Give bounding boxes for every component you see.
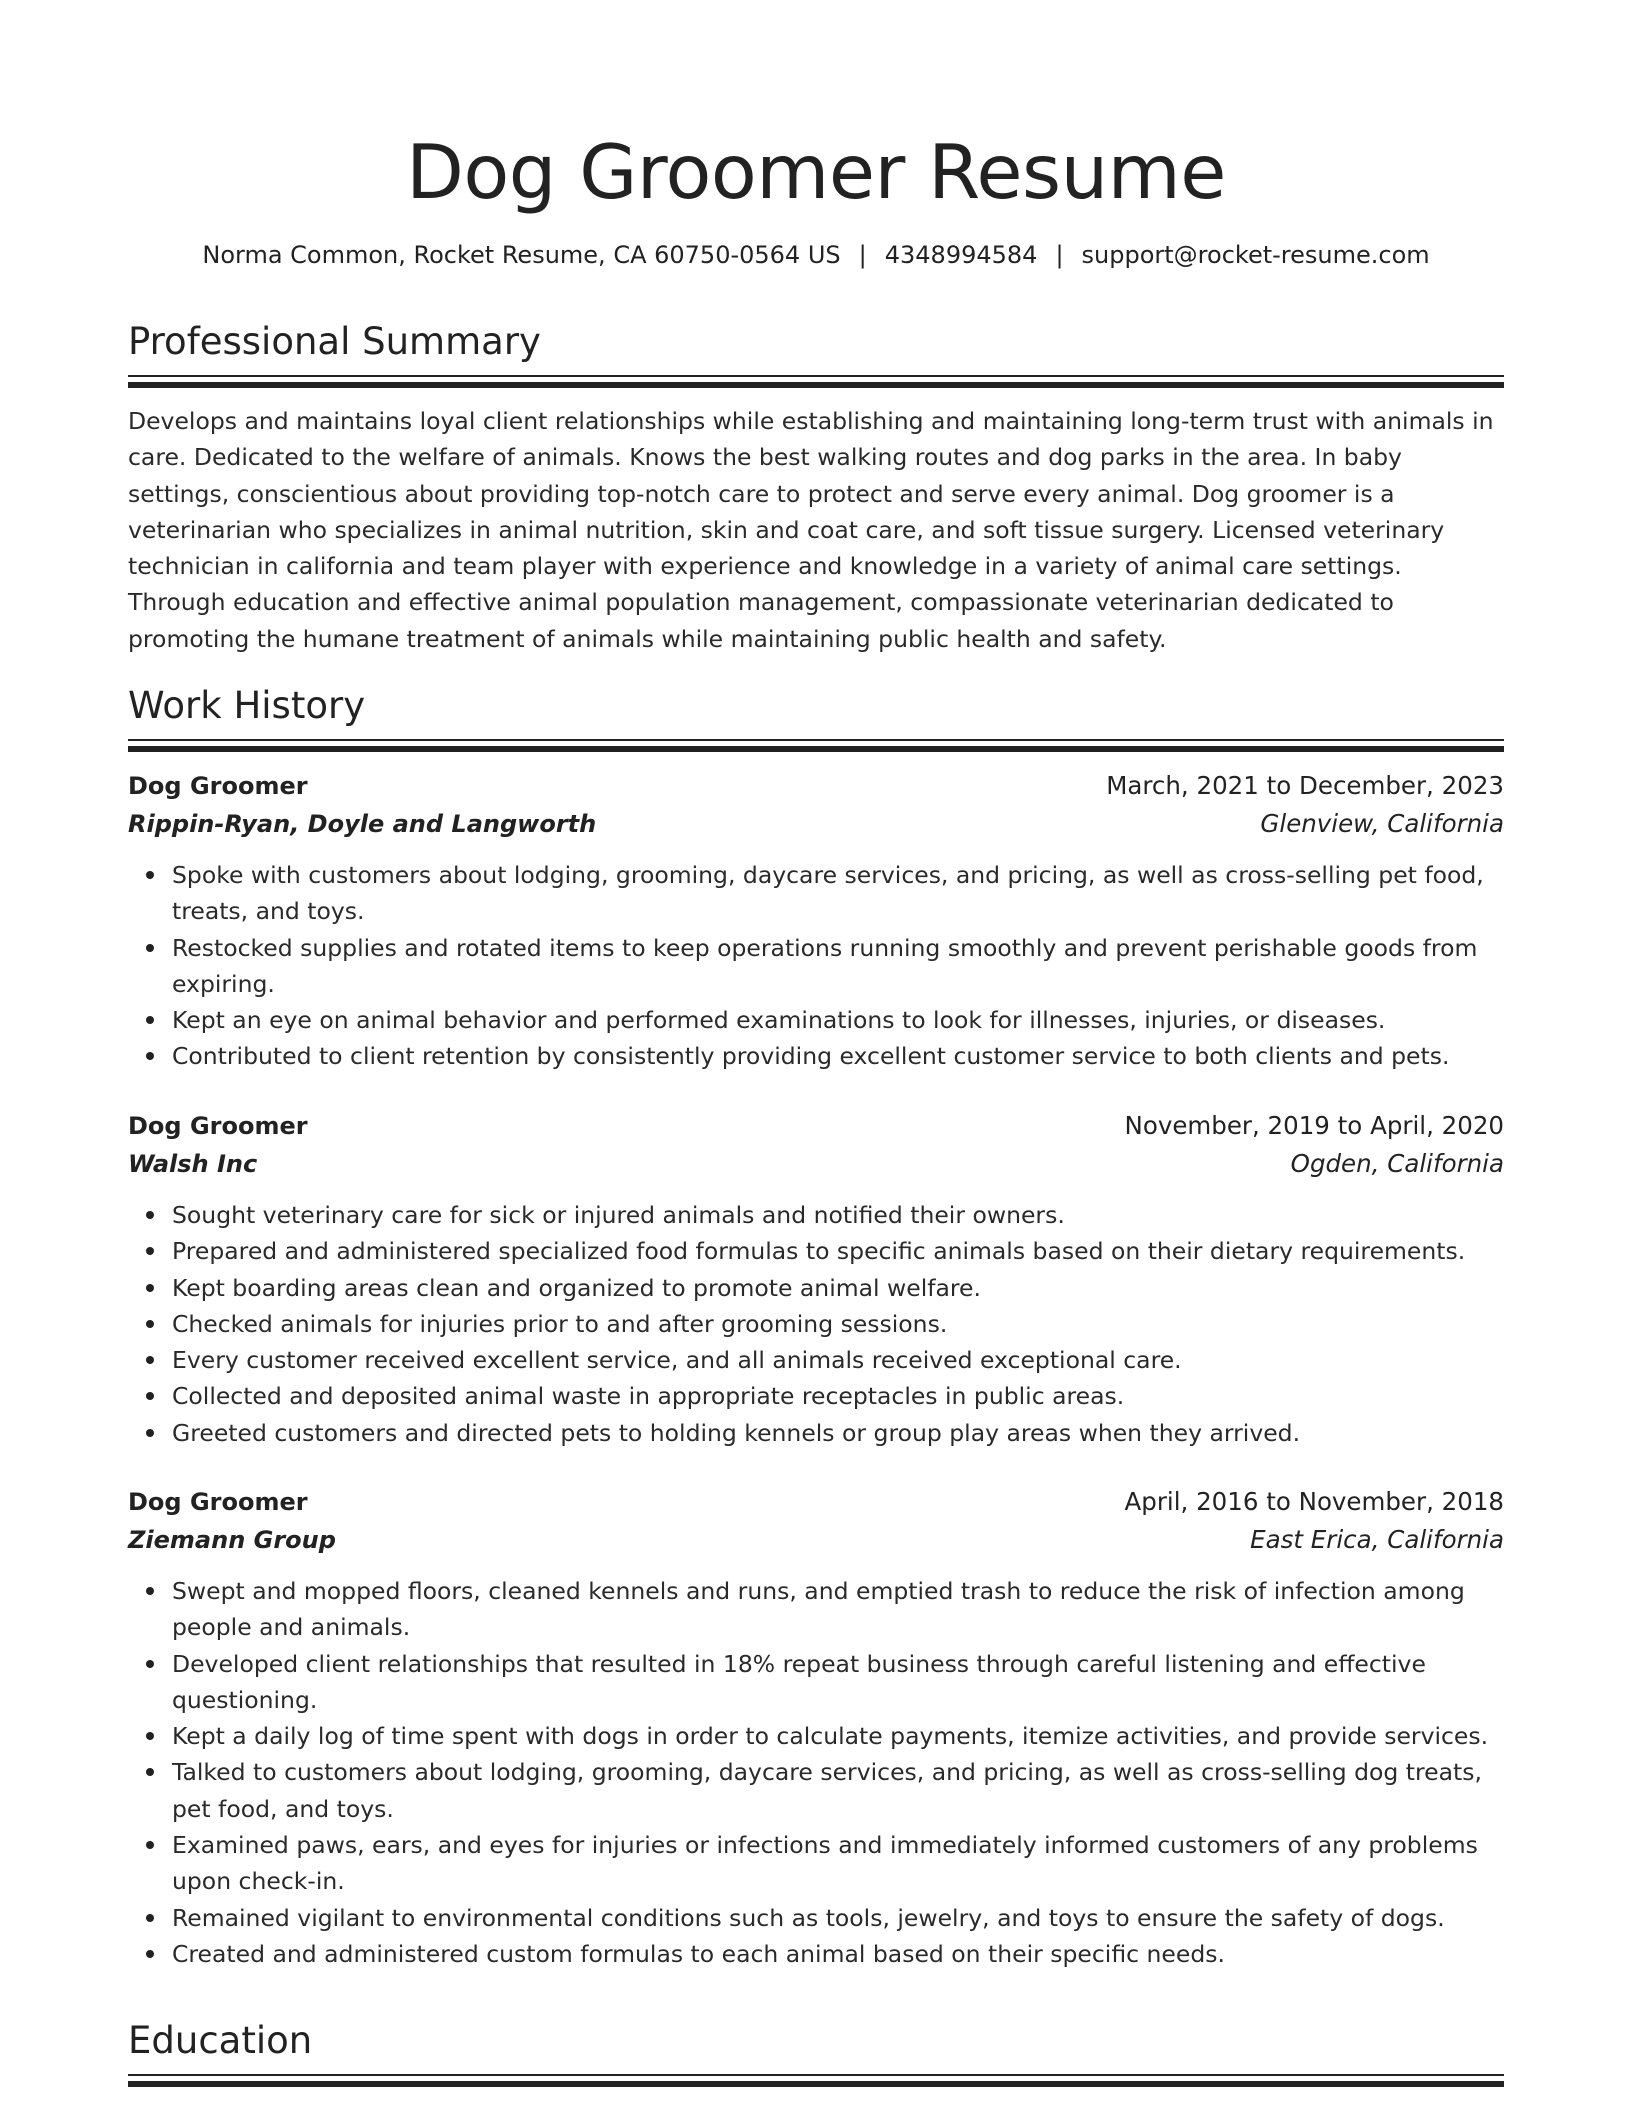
list-item: Kept an eye on animal behavior and performed examinations to look for illnesses, injuries, or diseases. bbox=[172, 1002, 1504, 1038]
section-heading-summary: Professional Summary bbox=[128, 320, 541, 363]
job-header-row bbox=[128, 1483, 1504, 1521]
job-bullets bbox=[128, 1573, 1504, 1972]
section-divider bbox=[128, 375, 1504, 389]
section-divider bbox=[128, 739, 1504, 753]
job-entry bbox=[128, 767, 1504, 1075]
job-company: Rippin-Ryan, Doyle and Langworth bbox=[128, 810, 597, 838]
document-title: Dog Groomer Resume bbox=[406, 128, 1226, 216]
job-company-row bbox=[128, 805, 1504, 843]
job-company: Ziemann Group bbox=[128, 1526, 336, 1554]
contact-email: support@rocket-resume.com bbox=[1081, 241, 1430, 269]
divider-thick-line bbox=[128, 2081, 1504, 2087]
list-item: Spoke with customers about lodging, grooming, daycare services, and pricing, as well as cross-selling pet food, treats, and toys. bbox=[172, 857, 1504, 930]
list-item: Kept a daily log of time spent with dogs in order to calculate payments, itemize activities, and provide services. bbox=[172, 1718, 1504, 1754]
job-dates: April, 2016 to November, 2018 bbox=[1124, 1487, 1504, 1516]
job-company-row bbox=[128, 1145, 1504, 1183]
job-company: Walsh Inc bbox=[128, 1150, 258, 1178]
job-location: Glenview, California bbox=[1260, 809, 1504, 838]
list-item: Developed client relationships that resulted in 18% repeat business through careful listening and effective questioning. bbox=[172, 1646, 1504, 1719]
contact-address: Norma Common, Rocket Resume, CA 60750-0564 US bbox=[202, 241, 841, 269]
job-entry bbox=[128, 1107, 1504, 1451]
contact-separator: | bbox=[1055, 241, 1064, 269]
contact-phone: 4348994584 bbox=[884, 241, 1038, 269]
job-title: Dog Groomer bbox=[128, 1488, 308, 1516]
list-item: Talked to customers about lodging, grooming, daycare services, and pricing, as well as cross-selling dog treats, pet food, and toys. bbox=[172, 1754, 1504, 1827]
contact-separator: | bbox=[858, 241, 867, 269]
list-item: Created and administered custom formulas to each animal based on their specific needs. bbox=[172, 1936, 1504, 1972]
list-item: Examined paws, ears, and eyes for injuries or infections and immediately informed customers of any problems upon check-in. bbox=[172, 1827, 1504, 1900]
list-item: Collected and deposited animal waste in appropriate receptacles in public areas. bbox=[172, 1378, 1504, 1414]
divider-thick-line bbox=[128, 746, 1504, 752]
job-dates: November, 2019 to April, 2020 bbox=[1124, 1111, 1504, 1140]
list-item: Remained vigilant to environmental conditions such as tools, jewelry, and toys to ensure the safety of dogs. bbox=[172, 1900, 1504, 1936]
contact-line bbox=[0, 238, 1632, 272]
list-item: Kept boarding areas clean and organized to promote animal welfare. bbox=[172, 1270, 1504, 1306]
list-item: Checked animals for injuries prior to and after grooming sessions. bbox=[172, 1306, 1504, 1342]
job-location: Ogden, California bbox=[1290, 1149, 1504, 1178]
section-heading-education: Education bbox=[128, 2019, 313, 2062]
job-entry bbox=[128, 1483, 1504, 1972]
list-item: Sought veterinary care for sick or injured animals and notified their owners. bbox=[172, 1197, 1504, 1233]
list-item: Every customer received excellent service, and all animals received exceptional care. bbox=[172, 1342, 1504, 1378]
job-header-row bbox=[128, 767, 1504, 805]
job-title: Dog Groomer bbox=[128, 1112, 308, 1140]
divider-thin-line bbox=[128, 375, 1504, 377]
list-item: Greeted customers and directed pets to holding kennels or group play areas when they arrived. bbox=[172, 1415, 1504, 1451]
list-item: Contributed to client retention by consistently providing excellent customer service to both clients and pets. bbox=[172, 1038, 1504, 1074]
section-divider bbox=[128, 2074, 1504, 2088]
job-company-row bbox=[128, 1521, 1504, 1559]
job-bullets bbox=[128, 1197, 1504, 1451]
divider-thin-line bbox=[128, 739, 1504, 741]
divider-thick-line bbox=[128, 382, 1504, 388]
job-dates: March, 2021 to December, 2023 bbox=[1106, 771, 1504, 800]
job-location: East Erica, California bbox=[1250, 1525, 1504, 1554]
job-title: Dog Groomer bbox=[128, 772, 308, 800]
list-item: Swept and mopped floors, cleaned kennels and runs, and emptied trash to reduce the risk of infection among people and animals. bbox=[172, 1573, 1504, 1646]
divider-thin-line bbox=[128, 2074, 1504, 2076]
list-item: Restocked supplies and rotated items to keep operations running smoothly and prevent perishable goods from expiring. bbox=[172, 930, 1504, 1003]
section-heading-work-history: Work History bbox=[128, 684, 366, 727]
job-bullets bbox=[128, 857, 1504, 1075]
job-header-row bbox=[128, 1107, 1504, 1145]
summary-text: Develops and maintains loyal client relationships while establishing and maintaining long-term trust with animals in care. Dedicated to the welfare of animals. Knows the best walking routes and dog parks in the area. In baby settings, conscientious about providing top-notch care to protect and serve every animal. Dog groomer is a veterinarian who specializes in animal nutrition, skin and coat care, and soft tissue surgery. Licensed veterinary technician in california and team player with experience and knowledge in a variety of animal care settings. Through education and effective animal population management, compassionate veterinarian dedicated to promoting the humane treatment of animals while maintaining public health and safety. bbox=[128, 407, 1494, 653]
list-item: Prepared and administered specialized food formulas to specific animals based on their dietary requirements. bbox=[172, 1233, 1504, 1269]
